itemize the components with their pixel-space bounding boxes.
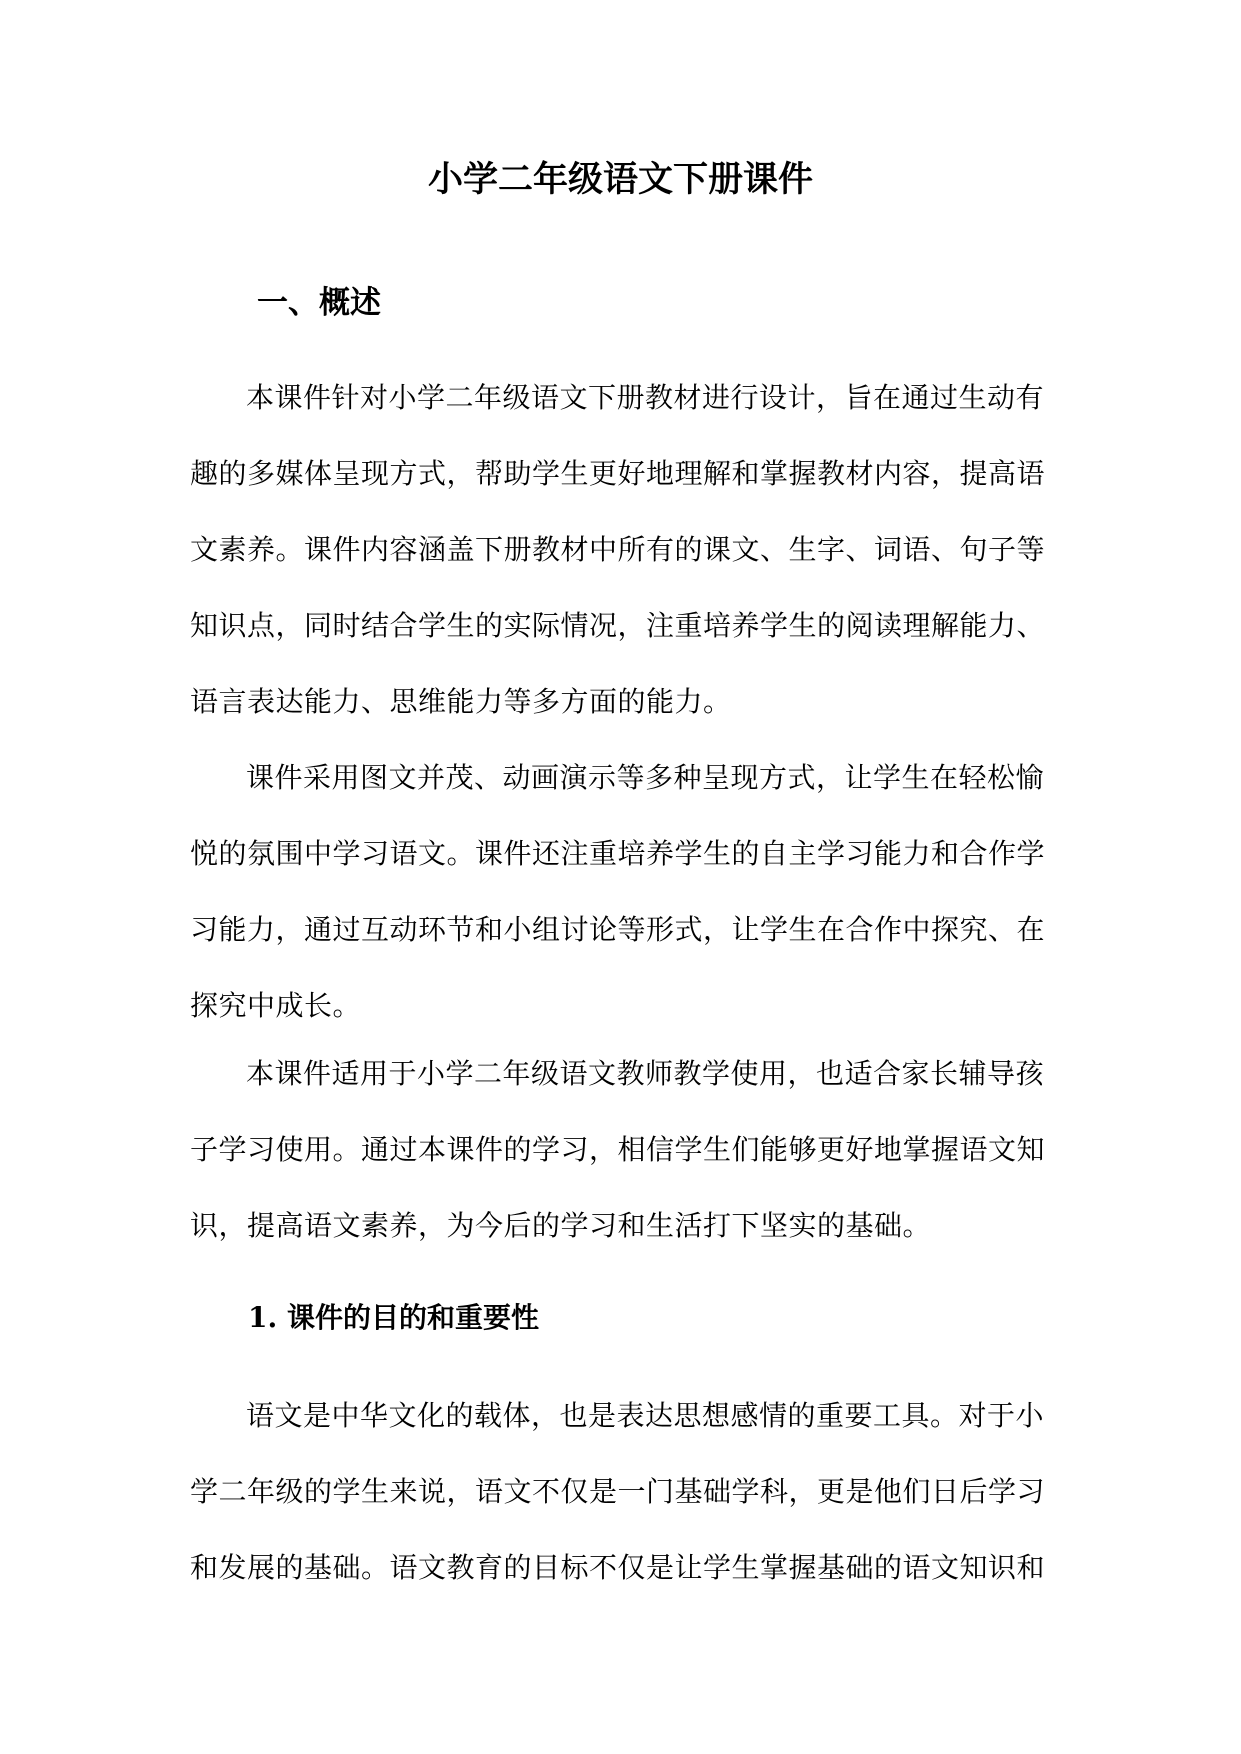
paragraph-line: 语文是中华文化的载体，也是表达思想感情的重要工具。对于小 <box>246 1399 1045 1432</box>
paragraph-line: 学二年级的学生来说，语文不仅是一门基础学科，更是他们日后学习 <box>190 1475 1046 1508</box>
document-title: 小学二年级语文下册课件 <box>427 159 813 200</box>
paragraph-line: 和发展的基础。语文教育的目标不仅是让学生掌握基础的语文知识和 <box>190 1551 1046 1584</box>
paragraph-line: 课件采用图文并茂、动画演示等多种呈现方式，让学生在轻松愉 <box>246 761 1045 794</box>
paragraph-overview-3 <box>190 1036 1070 1264</box>
subsection-heading-purpose: 1. 课件的目的和重要性 <box>248 1301 539 1334</box>
paragraph-line: 知识点，同时结合学生的实际情况，注重培养学生的阅读理解能力、 <box>190 609 1046 642</box>
paragraph-line: 本课件适用于小学二年级语文教师教学使用，也适合家长辅导孩 <box>246 1057 1045 1090</box>
paragraph-line: 探究中成长。 <box>190 989 362 1022</box>
paragraph-line: 本课件针对小学二年级语文下册教材进行设计，旨在通过生动有 <box>246 381 1045 414</box>
paragraph-line: 趣的多媒体呈现方式，帮助学生更好地理解和掌握教材内容，提高语 <box>190 457 1046 490</box>
paragraph-line: 文素养。课件内容涵盖下册教材中所有的课文、生字、词语、句子等 <box>190 533 1046 566</box>
paragraph-overview-2 <box>190 740 1070 1044</box>
paragraph-overview-1 <box>190 360 1070 740</box>
paragraph-line: 习能力，通过互动环节和小组讨论等形式，让学生在合作中探究、在 <box>190 913 1046 946</box>
paragraph-line: 悦的氛围中学习语文。课件还注重培养学生的自主学习能力和合作学 <box>190 837 1046 870</box>
paragraph-line: 子学习使用。通过本课件的学习，相信学生们能够更好地掌握语文知 <box>190 1133 1046 1166</box>
paragraph-line: 语言表达能力、思维能力等多方面的能力。 <box>190 685 732 718</box>
paragraph-purpose <box>190 1378 1070 1606</box>
paragraph-line: 识，提高语文素养，为今后的学习和生活打下坚实的基础。 <box>190 1209 932 1242</box>
section-heading-overview: 一、概述 <box>257 285 381 321</box>
